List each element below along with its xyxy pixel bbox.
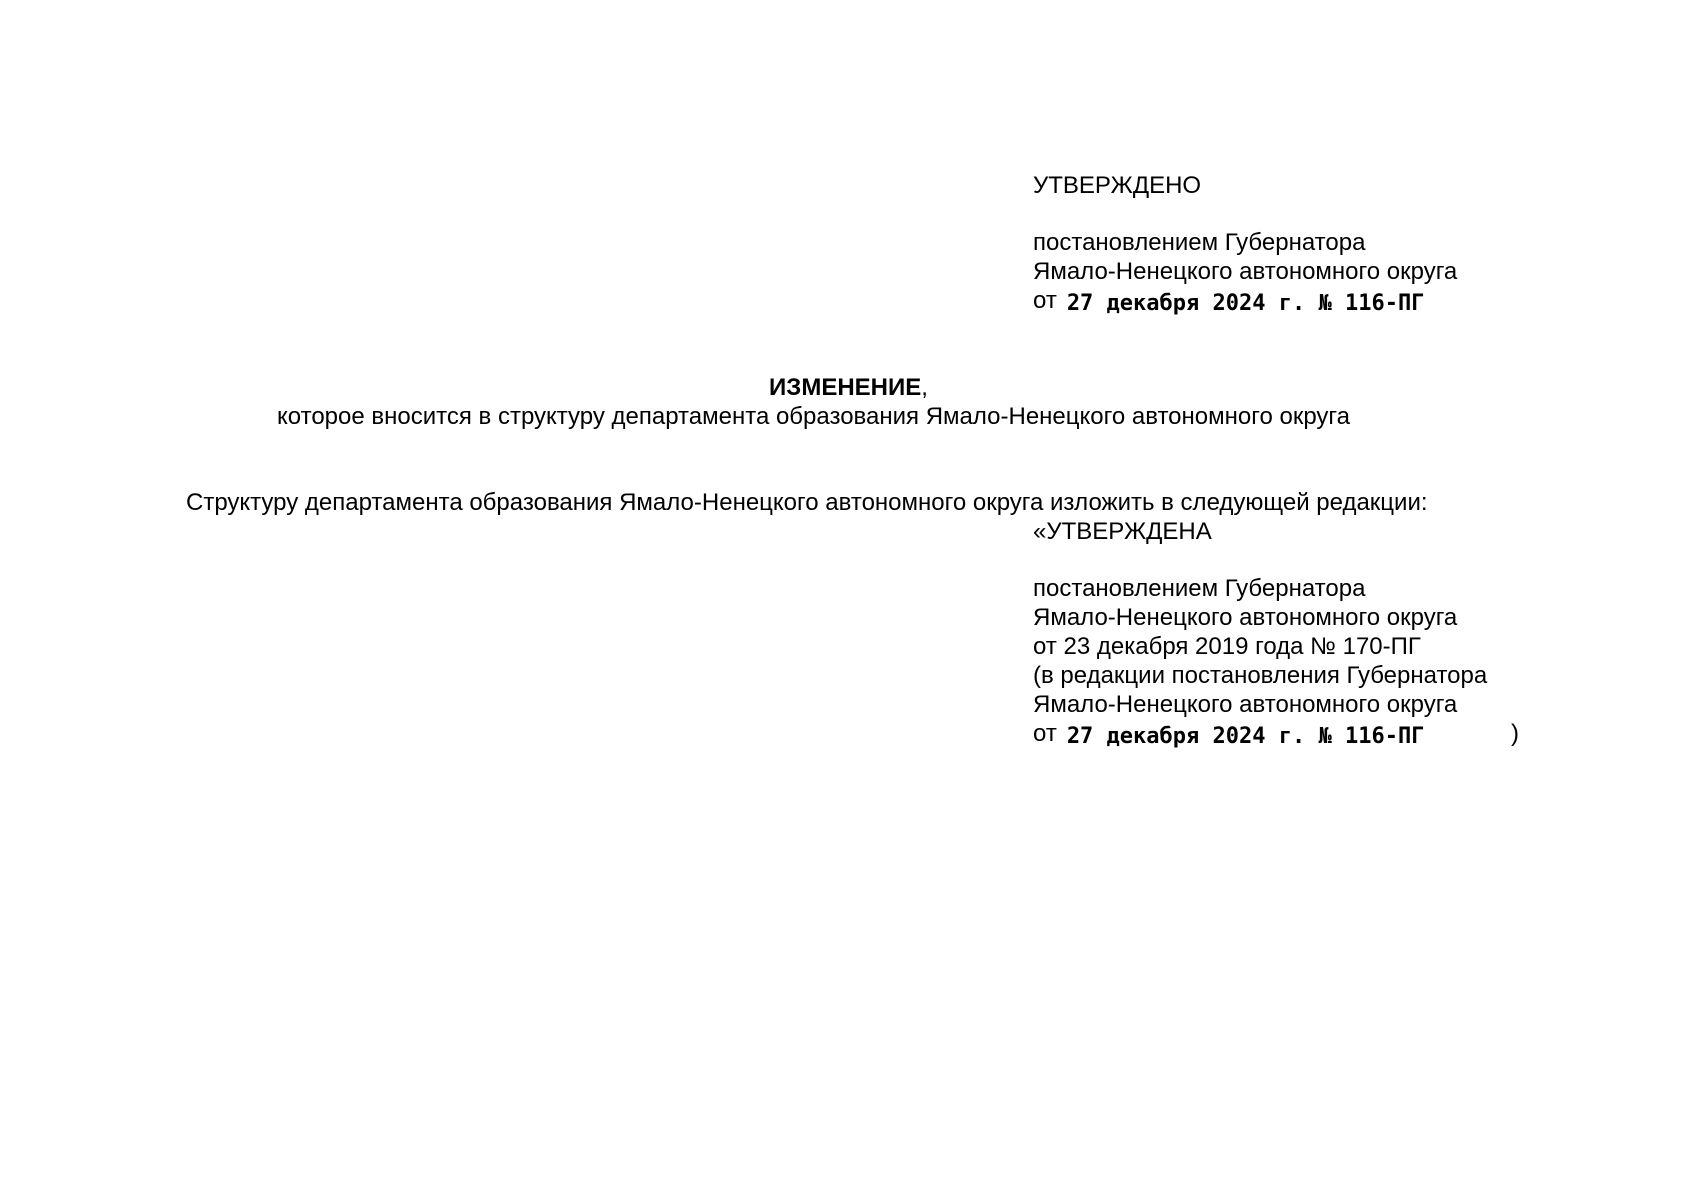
title-subtitle: которое вносится в структуру департамента образования Ямало-Ненецкого автономного округа — [277, 403, 1350, 430]
quoted-approval-line-3: от 23 декабря 2019 года № 170-ПГ — [1033, 633, 1421, 660]
quoted-approval-line-1: постановлением Губернатора — [1033, 575, 1366, 602]
approval-date-line — [1033, 286, 1457, 315]
quoted-approval-line-5: Ямало-Ненецкого автономного округа — [1033, 691, 1458, 718]
approval-stamp: УТВЕРЖДЕНО — [1033, 172, 1202, 199]
approval-block — [1033, 171, 1457, 315]
approval-date-prefix: от — [1033, 287, 1057, 314]
quoted-approval-line-2: Ямало-Ненецкого автономного округа — [1033, 604, 1458, 631]
quoted-approval-date-stamp: 27 декабря 2024 г. № 116-ПГ — [1066, 724, 1425, 749]
title-heading: ИЗМЕНЕНИЕ — [769, 374, 922, 401]
quoted-approval-block — [1033, 517, 1487, 748]
instruction-text: Структуру департамента образования Ямало-Ненецкого автономного округа изложить в следующей редакции: — [186, 489, 1428, 516]
quoted-approval-date-prefix: от — [1033, 720, 1057, 747]
title-heading-punct: , — [921, 374, 928, 401]
title-heading-line — [0, 373, 1697, 402]
approval-line-2: Ямало-Ненецкого автономного округа — [1033, 258, 1458, 285]
approval-line-1: постановлением Губернатора — [1033, 229, 1366, 256]
quoted-approval-stamp: «УТВЕРЖДЕНА — [1033, 518, 1212, 545]
quoted-approval-closing-paren: ) — [1511, 720, 1519, 747]
approval-date-stamp: 27 декабря 2024 г. № 116-ПГ — [1066, 291, 1425, 316]
title-block — [0, 373, 1697, 431]
quoted-approval-line-4: (в редакции постановления Губернатора — [1033, 662, 1488, 689]
quoted-approval-date-line — [1033, 719, 1487, 748]
spacer — [1033, 200, 1457, 228]
spacer — [1033, 546, 1487, 574]
